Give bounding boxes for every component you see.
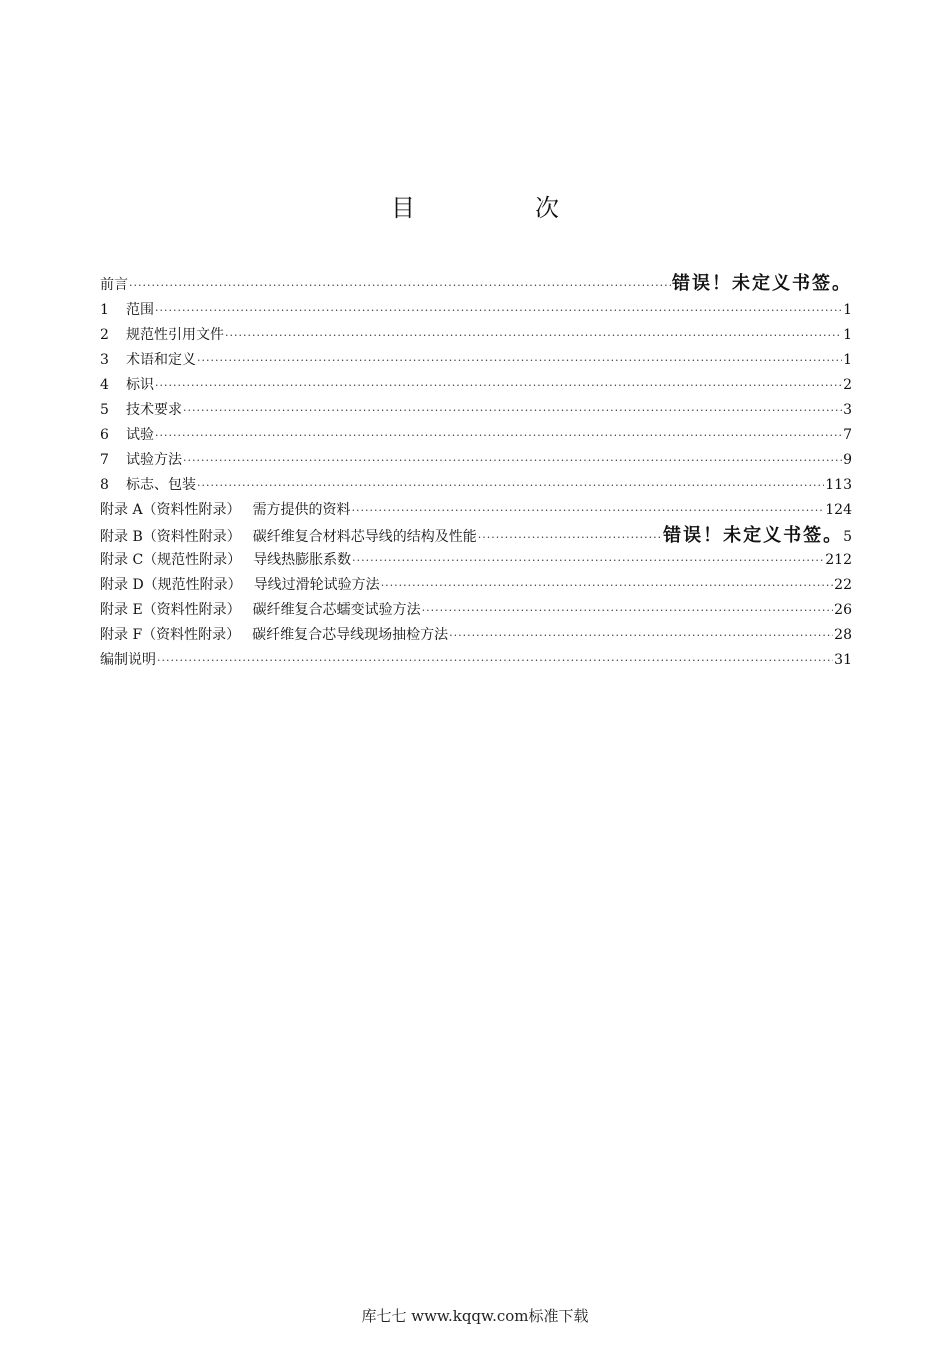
toc-leader-dots [225,323,842,348]
toc-entry-1[interactable] [100,298,852,323]
toc-entry-label: 碳纤维复合材料芯导线的结构及性能 [252,529,477,545]
toc-page-number: 1 [843,352,852,368]
toc-page-number: 31 [834,652,852,668]
toc-entry-4[interactable] [100,373,852,398]
toc-entry-number: 1 [100,302,109,318]
toc-entry-number: 7 [100,452,109,468]
page-title: 目 次 [391,194,607,222]
toc-leader-dots [155,373,842,398]
toc-page-number: 9 [843,452,852,468]
toc-page-number: 113 [825,477,852,493]
toc-page-number: 28 [834,627,852,643]
toc-entry-label: 试验方法 [126,452,182,468]
toc-entry-5[interactable] [100,398,852,423]
toc-appendix-prefix: 附录 A（资料性附录） [100,502,241,518]
toc-leader-dots [422,598,834,623]
toc-entry-number: 5 [100,402,109,418]
toc-entry-appendix-c[interactable] [100,548,852,573]
toc-appendix-prefix: 附录 E（资料性附录） [100,602,241,618]
toc-page-number: 26 [834,602,852,618]
toc-entry-appendix-e[interactable] [100,598,852,623]
toc-entry-label: 规范性引用文件 [126,327,224,343]
toc-leader-dots [381,573,833,598]
table-of-contents [100,270,852,673]
toc-leader-dots [352,548,824,573]
toc-entry-number: 8 [100,477,109,493]
toc-entry-compilation-notes[interactable] [100,648,852,673]
page-footer: 库七七 www.kqqw.com标准下载 [361,1307,589,1325]
toc-leader-dots [183,448,842,473]
toc-appendix-prefix: 附录 B（资料性附录） [100,529,241,545]
toc-error-text: 错误！未定义书签。 [672,273,852,294]
toc-page-number: 212 [825,552,852,568]
toc-page-number: 5 [843,529,852,545]
toc-page-number: 1 [843,327,852,343]
toc-page-number: 7 [843,427,852,443]
toc-entry-appendix-b[interactable] [100,523,852,548]
toc-entry-label: 试验 [126,427,154,443]
toc-entry-label: 范围 [126,302,154,318]
toc-entry-label: 标识 [126,377,154,393]
toc-leader-dots [197,473,824,498]
toc-entry-8[interactable] [100,473,852,498]
toc-error-text: 错误！未定义书签。 [663,525,844,546]
toc-entry-label: 编制说明 [100,652,156,668]
toc-entry-label: 导线热膨胀系数 [253,552,352,568]
toc-entry-appendix-a[interactable] [100,498,852,523]
toc-appendix-prefix: 附录 F（资料性附录） [100,627,241,643]
toc-entry-6[interactable] [100,423,852,448]
toc-entry-label: 导线过滑轮试验方法 [253,577,380,593]
toc-page-number: 2 [843,377,852,393]
toc-entry-7[interactable] [100,448,852,473]
toc-leader-dots [449,623,833,648]
toc-entry-label: 碳纤维复合芯导线现场抽检方法 [252,627,449,643]
toc-leader-dots [478,525,662,550]
toc-leader-dots [129,272,671,300]
toc-entry-label: 前言 [100,277,128,293]
toc-leader-dots [183,398,842,423]
toc-entry-foreword[interactable] [100,270,852,298]
toc-entry-number: 3 [100,352,109,368]
toc-page-number: 3 [843,402,852,418]
toc-entry-label: 需方提供的资料 [252,502,351,518]
toc-entry-label: 技术要求 [126,402,182,418]
toc-leader-dots [197,348,842,373]
toc-page-number: 1 [843,302,852,318]
toc-page-number: 22 [834,577,852,593]
toc-entry-number: 4 [100,377,109,393]
toc-entry-label: 标志、包装 [126,477,196,493]
toc-entry-3[interactable] [100,348,852,373]
toc-leader-dots [155,298,842,323]
toc-entry-label: 碳纤维复合芯蠕变试验方法 [252,602,421,618]
toc-entry-number: 2 [100,327,109,343]
toc-entry-2[interactable] [100,323,852,348]
toc-entry-label: 术语和定义 [126,352,196,368]
toc-entry-number: 6 [100,427,109,443]
toc-appendix-prefix: 附录 D（规范性附录） [100,577,242,593]
toc-leader-dots [352,498,825,523]
toc-appendix-prefix: 附录 C（规范性附录） [100,552,242,568]
toc-entry-appendix-d[interactable] [100,573,852,598]
toc-page-number: 124 [825,502,852,518]
toc-entry-appendix-f[interactable] [100,623,852,648]
toc-leader-dots [157,648,833,673]
toc-leader-dots [155,423,842,448]
